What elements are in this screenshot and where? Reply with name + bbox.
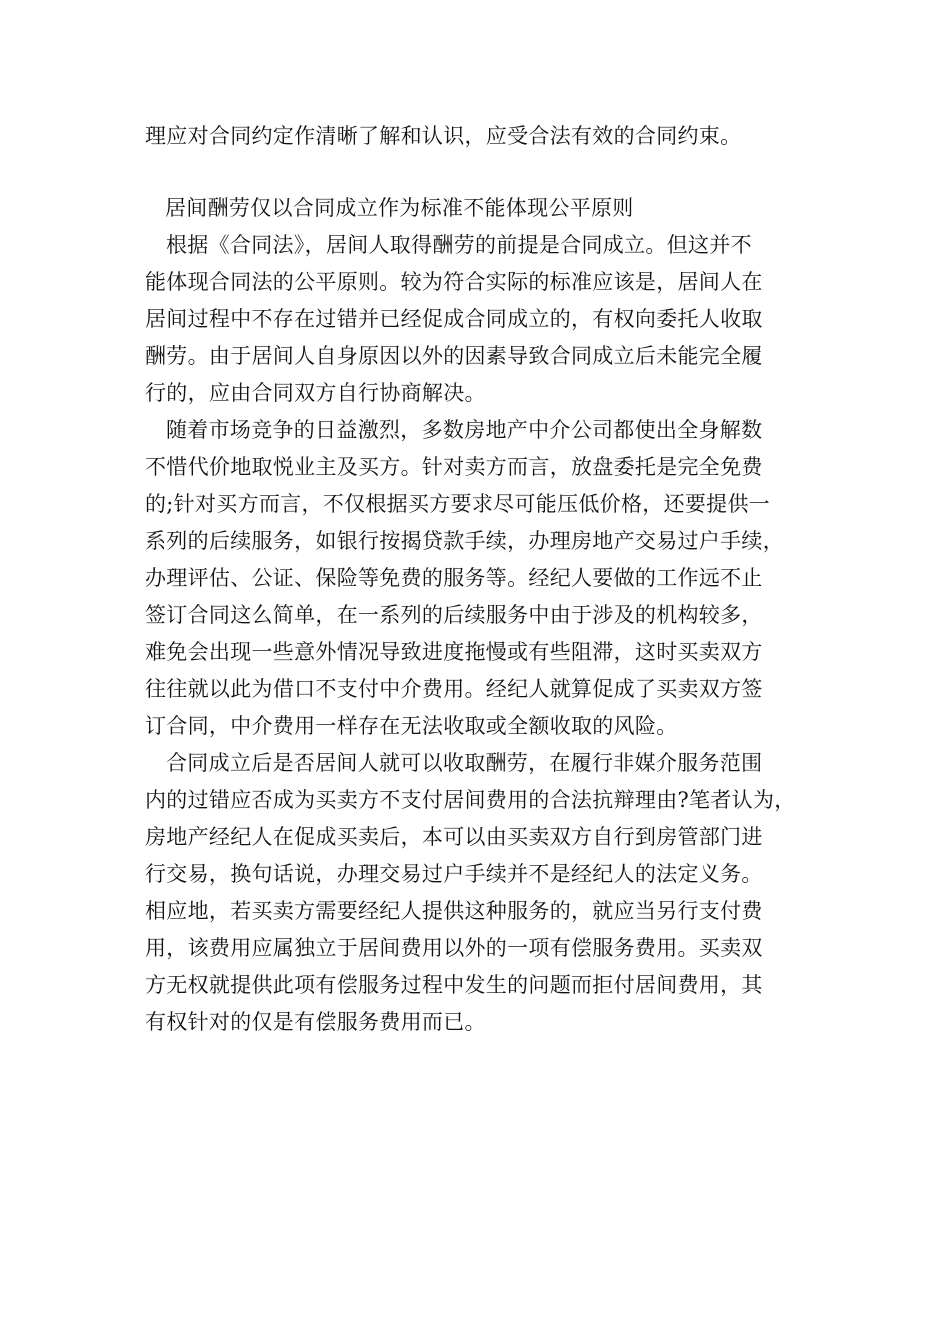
paragraph-3-line-1: 合同成立后是否居间人就可以收取酬劳，在履行非媒介服务范围 — [166, 751, 763, 775]
paragraph-2-line-8: 往往就以此为借口不支付中介费用。经纪人就算促成了买卖双方签 — [145, 677, 763, 701]
paragraph-2-line-3: 的;针对买方而言，不仅根据买方要求尽可能压低价格，还要提供一 — [145, 492, 771, 516]
paragraph-2-line-4: 系列的后续服务，如银行按揭贷款手续，办理房地产交易过户手续， — [145, 529, 784, 553]
paragraph-3-line-7: 方无权就提供此项有偿服务过程中发生的问题而拒付居间费用，其 — [145, 973, 763, 997]
paragraph-2-line-5: 办理评估、公证、保险等免费的服务等。经纪人要做的工作远不止 — [145, 566, 763, 590]
paragraph-1-line-3: 居间过程中不存在过错并已经促成合同成立的，有权向委托人收取 — [145, 307, 763, 331]
paragraph-2-line-7: 难免会出现一些意外情况导致进度拖慢或有些阻滞，这时买卖双方 — [145, 640, 763, 664]
paragraph-3-line-5: 相应地，若买卖方需要经纪人提供这种服务的，就应当另行支付费 — [145, 899, 763, 923]
intro-line: 理应对合同约定作清晰了解和认识，应受合法有效的合同约束。 — [145, 124, 742, 148]
paragraph-1-line-5: 行的，应由合同双方自行协商解决。 — [145, 381, 486, 405]
paragraph-2-line-1: 随着市场竞争的日益激烈，多数房地产中介公司都使出全身解数 — [166, 418, 763, 442]
paragraph-1-line-1: 根据《合同法》，居间人取得酬劳的前提是合同成立。但这并不 — [166, 233, 752, 257]
intro-paragraph — [145, 118, 810, 155]
paragraph-3-line-6: 用，该费用应属独立于居间费用以外的一项有偿服务费用。买卖双 — [145, 936, 763, 960]
section-heading — [165, 190, 830, 227]
paragraph-2-line-9: 订合同，中介费用一样存在无法收取或全额收取的风险。 — [145, 714, 678, 738]
paragraph-1-line-4: 酬劳。由于居间人自身原因以外的因素导致合同成立后未能完全履 — [145, 344, 763, 368]
section-heading-text: 居间酬劳仅以合同成立作为标准不能体现公平原则 — [165, 196, 634, 220]
paragraph-3-line-8: 有权针对的仅是有偿服务费用而已。 — [145, 1010, 486, 1034]
paragraph-2-line-2: 不惜代价地取悦业主及买方。针对卖方而言，放盘委托是完全免费 — [145, 455, 763, 479]
paragraph-3-line-3: 房地产经纪人在促成买卖后，本可以由买卖双方自行到房管部门进 — [145, 825, 763, 849]
body-paragraphs — [145, 227, 810, 1041]
paragraph-2-line-6: 签订合同这么简单，在一系列的后续服务中由于涉及的机构较多， — [145, 603, 763, 627]
paragraph-3-line-4: 行交易，换句话说，办理交易过户手续并不是经纪人的法定义务。 — [145, 862, 763, 886]
paragraph-1-line-2: 能体现合同法的公平原则。较为符合实际的标准应该是，居间人在 — [145, 270, 763, 294]
paragraph-3-line-2: 内的过错应否成为买卖方不支付居间费用的合法抗辩理由?笔者认为， — [145, 788, 796, 812]
